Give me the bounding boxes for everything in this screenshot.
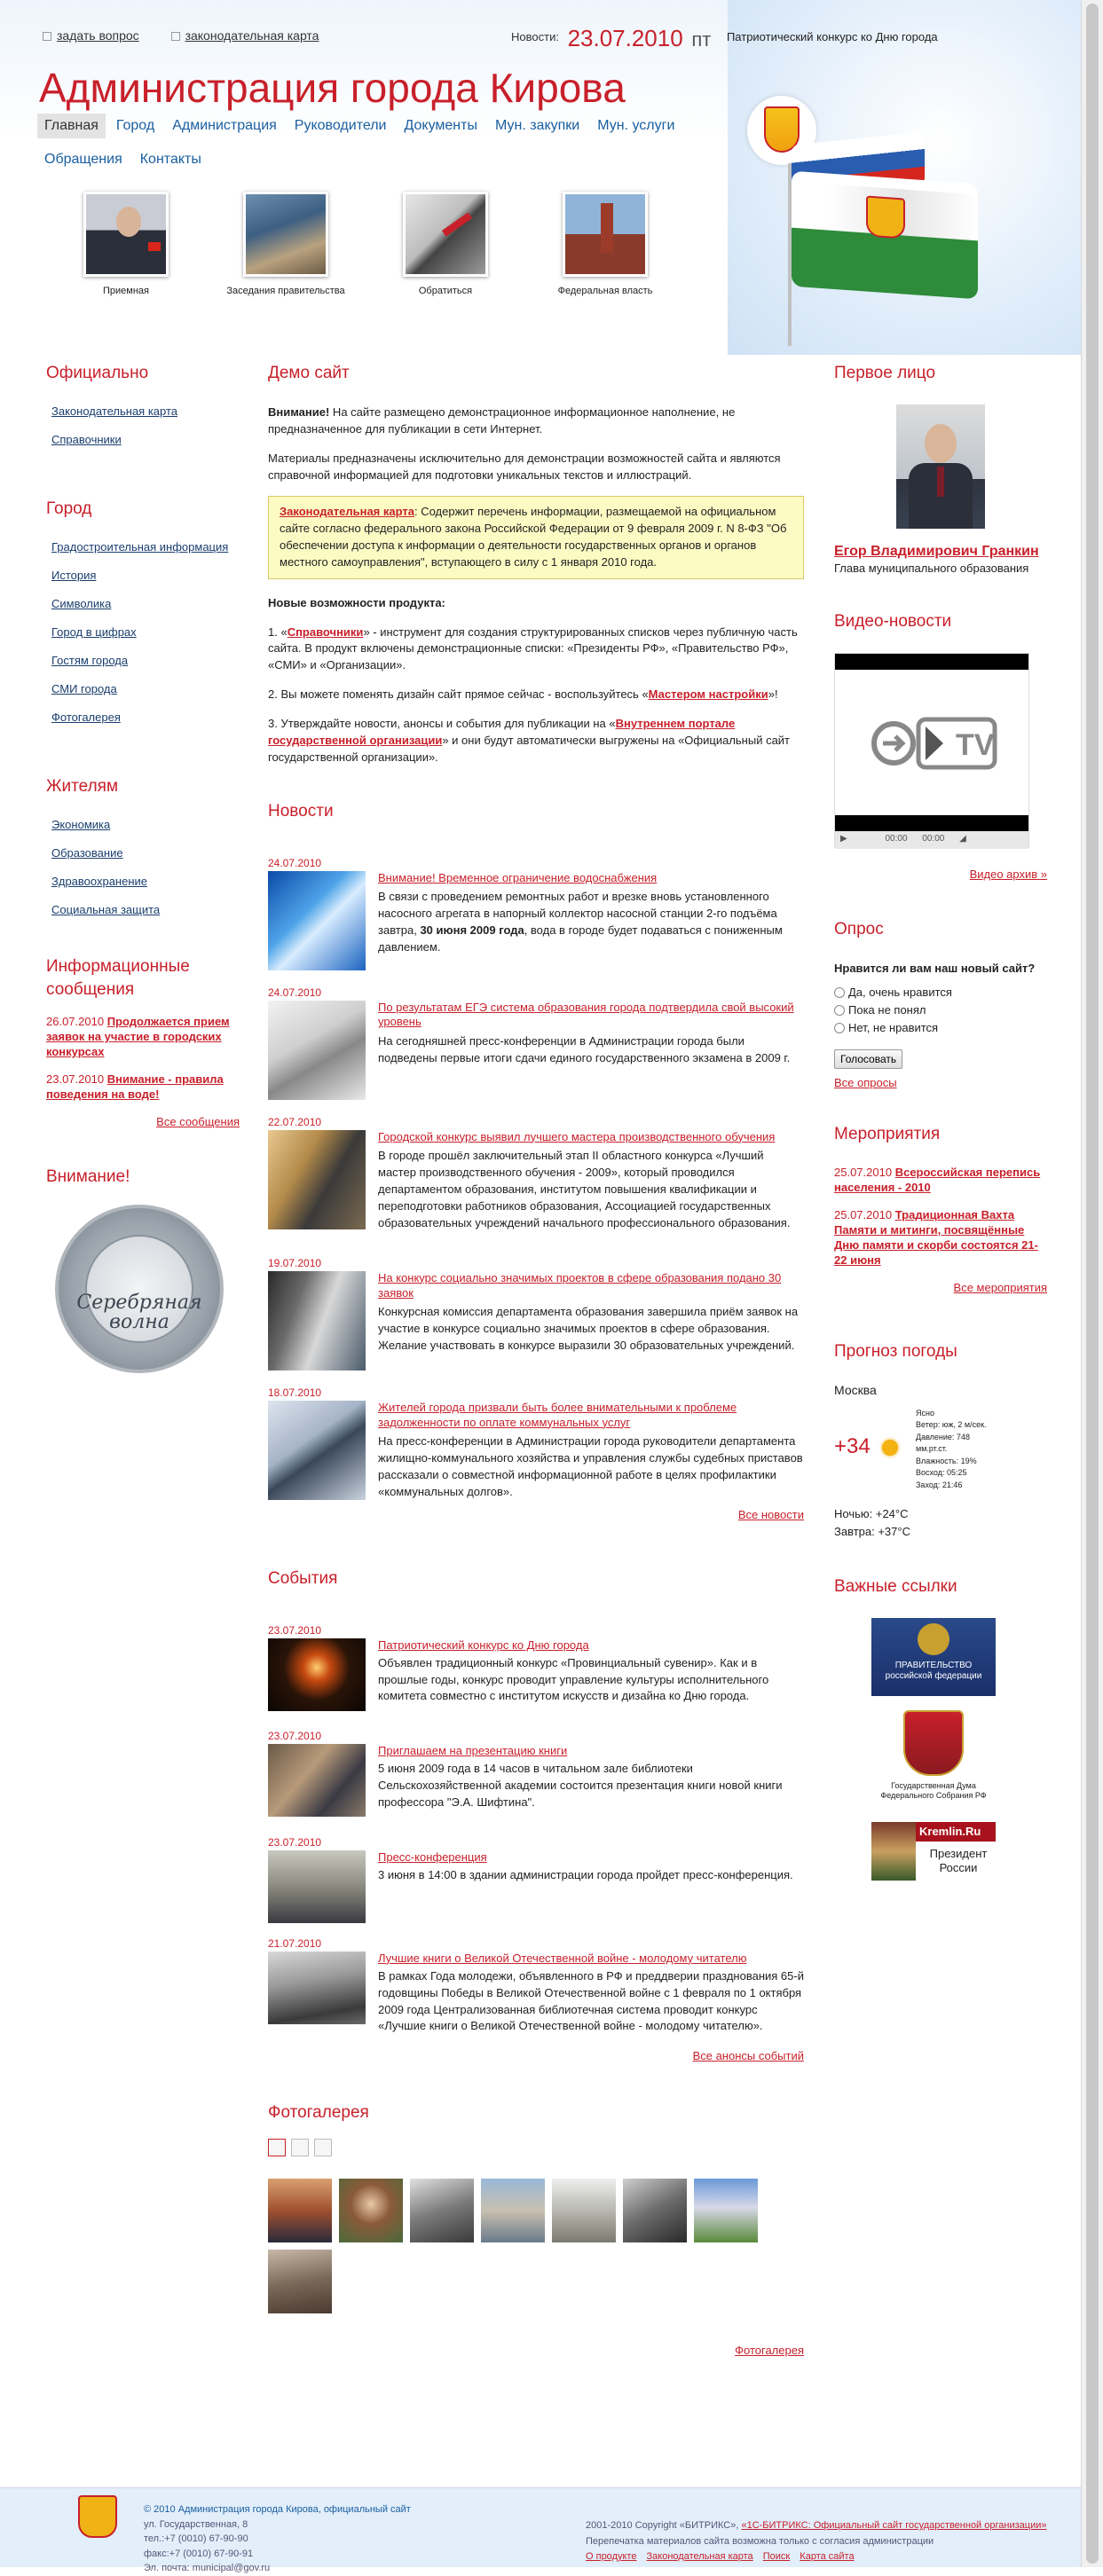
side-event-date: 25.07.2010 — [834, 1208, 893, 1222]
event-date: 21.07.2010 — [268, 1936, 322, 1950]
silver-wave-badge[interactable] — [55, 1205, 224, 1373]
nav-economy[interactable]: Экономика — [51, 818, 111, 831]
event-text: В рамках Года молодежи, объявленного в РФ и преддверии празднования 65-й годовщины Победы в Великой Отечественной войне с 1 февраля по 1 октября 2009 года Централизованная библиотечная система проводит конкурс «Лучшие книги о Великой Отечественной войне - молодому читателю». — [378, 1968, 804, 2033]
news-title-link[interactable]: На конкурс социально значимых проектов в сфере образования подано 30 заявок — [378, 1270, 782, 1300]
gallery-photo[interactable] — [339, 2179, 403, 2242]
quick-link-reception[interactable] — [55, 192, 197, 296]
footer-line: тел.:+7 (0010) 67-90-90 — [144, 2533, 248, 2544]
video-archive-link[interactable]: Видео архив » — [969, 868, 1047, 882]
kremlin-banner-sub: Президент России — [929, 1847, 988, 1874]
tv-logo-icon — [871, 714, 1000, 773]
gallery-photo[interactable] — [552, 2179, 616, 2242]
weather-detail: Ясно — [916, 1408, 934, 1418]
city-title: Город — [46, 499, 92, 518]
footer-line: Эл. почта: municipal@gov.ru — [144, 2563, 271, 2573]
quick-link-contact[interactable] — [374, 192, 516, 296]
law-map-link[interactable] — [171, 28, 319, 43]
feature-3-post: » и они будут автоматически выгружены на «Официальный сайт государственной организации». — [268, 733, 791, 764]
demo-title: Демо сайт — [268, 364, 350, 382]
feature-1-post: » - инструмент для создания структурированных списков через публичную часть сайта. В продукт включены демонстрационные списки: «Президенты РФ», «Правительство РФ», «СМИ» и «Организации». — [268, 624, 798, 672]
mayor-position: Глава муниципального образования — [834, 562, 1029, 576]
feature-1-pre: 1. « — [268, 624, 288, 639]
weather-night: Ночью: +24°C — [834, 1506, 909, 1520]
info-item — [46, 1015, 240, 1060]
event-title-link[interactable]: Патриотический конкурс ко Дню города — [378, 1637, 589, 1652]
weather-details — [916, 1408, 987, 1492]
event-item — [268, 1937, 804, 2035]
government-banner[interactable] — [871, 1618, 996, 1696]
nav-urban-planning[interactable]: Градостроительная информация — [51, 540, 229, 554]
nav-healthcare[interactable]: Здравоохранение — [51, 875, 148, 888]
left-column — [46, 364, 240, 1373]
mayor-name-link[interactable]: Егор Владимирович Гранкин — [834, 544, 1039, 559]
poll-option-label: Пока не понял — [848, 1003, 926, 1017]
info-link[interactable]: Внимание - правила поведения на воде! — [46, 1072, 224, 1101]
news-thumb-master[interactable] — [268, 1130, 366, 1229]
event-thumb-book[interactable] — [268, 1744, 366, 1817]
event-text: 5 июня 2009 года в 14 часов в читальном зале библиотеки Сельскохозяйственной академии состоится презентация книги новой книги профессора "Э.А. Шифтина". — [378, 1762, 783, 1809]
footer-links — [586, 2549, 1053, 2565]
ask-question-label: задать вопрос — [57, 28, 139, 43]
event-thumb-press[interactable] — [268, 1850, 366, 1923]
setup-wizard-link[interactable]: Мастером настройки — [648, 687, 768, 702]
event-thumb-fireworks[interactable] — [268, 1638, 366, 1711]
info-link[interactable]: Продолжается прием заявок на участие в городских конкурсах — [46, 1015, 230, 1059]
official-title: Официально — [46, 364, 149, 382]
menu-item-contacts[interactable]: Контакты — [139, 152, 201, 167]
question-icon — [43, 32, 51, 41]
volume-icon[interactable]: ◢ — [959, 834, 966, 844]
news-item — [268, 1386, 804, 1501]
footer-link-product[interactable]: О продукте — [586, 2551, 637, 2563]
footer-bitrix-text: 2001-2010 Copyright «БИТРИКС», — [586, 2520, 742, 2531]
gallery-photo[interactable] — [694, 2179, 758, 2242]
weather-detail: мм.рт.ст. — [916, 1444, 948, 1454]
contact-photo — [403, 192, 488, 277]
right-column — [834, 364, 1047, 1895]
news-text-b: 30 июня 2009 года — [420, 923, 524, 938]
weather-detail: Ветер: юж, 2 м/сек. — [916, 1420, 987, 1430]
gallery-grid — [268, 2179, 800, 2321]
event-title-link[interactable]: Приглашаем на презентацию книги — [378, 1744, 568, 1758]
duma-emblem-icon — [903, 1710, 964, 1776]
demo-paragraph-2: Материалы предназначены исключительно для демонстрации возможностей сайта и являются справочной информацией для подготовки уникальных текстов и иллюстраций. — [268, 451, 781, 482]
event-date: 23.07.2010 — [268, 1730, 322, 1743]
law-map-label: законодательная карта — [185, 28, 319, 43]
top-links — [43, 28, 347, 43]
feature-2-pre: 2. Вы можете поменять дизайн сайт прямое сейчас - воспользуйтесь « — [268, 687, 649, 702]
gallery-photo[interactable] — [623, 2179, 687, 2242]
mayor-photo[interactable] — [896, 404, 985, 529]
footer-copyright: © 2010 Администрация города Кирова, официальный сайт — [144, 2504, 411, 2515]
event-thumb-war[interactable] — [268, 1952, 366, 2024]
news-ticker-link[interactable]: Патриотический конкурс ко Дню города — [726, 30, 938, 43]
news-text: На сегодняшней пресс-конференции в Администрации города были подведены первые итоги сдачи единого государственного экзамена в 2009 г. — [378, 1034, 791, 1065]
events-title: События — [268, 1568, 338, 1588]
footer-bitrix-link[interactable]: «1С-БИТРИКС: Официальный сайт государственной организации» — [741, 2520, 1047, 2531]
quick-link-reception-label: Приемная — [103, 286, 149, 296]
slideshow-icon[interactable] — [291, 2139, 309, 2156]
header — [0, 0, 1081, 355]
quick-link-contact-label: Обратиться — [418, 286, 473, 296]
news-item — [268, 986, 804, 1091]
news-ticker-label: Новости: — [511, 30, 559, 43]
menu-item-leaders[interactable]: Руководители — [294, 118, 387, 133]
site-title: Администрация города Кирова — [39, 65, 626, 111]
footer-link-search[interactable]: Поиск — [762, 2551, 791, 2563]
gallery-more-link[interactable]: Фотогалерея — [735, 2344, 804, 2358]
weather-detail: Давление: 748 — [916, 1432, 970, 1441]
event-text: Объявлен традиционный конкурс «Провинциальный сувенир». Как и в прошлые годы, конкурс проводит управление культуры исполнительного комитета совместно с институтом искусств и дизайна ко Дню города. — [378, 1655, 769, 1703]
kremlin-banner[interactable] — [871, 1822, 996, 1881]
poll-option[interactable] — [834, 1003, 1047, 1017]
news-item — [268, 1116, 804, 1232]
weather-detail: Заход: 21:46 — [916, 1480, 963, 1489]
svg-text:TV: TV — [956, 728, 995, 763]
federal-photo — [563, 192, 648, 277]
radio-icon[interactable] — [834, 987, 845, 998]
all-events-link[interactable]: Все анонсы событий — [692, 2049, 804, 2063]
all-polls-link[interactable]: Все опросы — [834, 1076, 897, 1090]
news-title-link[interactable]: Жителей города призвали быть более внимательными к проблеме задолженности по оплате коммунальных услуг — [378, 1400, 737, 1429]
footer-contacts — [144, 2502, 411, 2576]
menu-item-appeals[interactable]: Обращения — [44, 152, 122, 167]
poll-option-label: Да, очень нравится — [848, 986, 952, 1000]
news-thumb-debt[interactable] — [268, 1401, 366, 1500]
nav-education[interactable]: Образование — [51, 846, 123, 860]
video-screen — [835, 670, 1028, 815]
reception-photo — [83, 192, 169, 277]
nav-photo-gallery[interactable]: Фотогалерея — [51, 711, 121, 724]
poll-option[interactable] — [834, 986, 1047, 999]
menu-item-home[interactable]: Главная — [37, 114, 106, 138]
news-title-link[interactable]: По результатам ЕГЭ система образования города подтвердила свой высокий уровень — [378, 1000, 794, 1029]
sessions-photo — [243, 192, 328, 277]
poll-option[interactable] — [834, 1021, 1047, 1034]
duma-banner-text: Государственная Дума Федерального Собрания РФ — [880, 1781, 987, 1801]
news-text: В городе прошёл заключительный этап II областного конкурса «Лучший мастер производственного обучения - 2009», который проводился департаментом образования, институтом повышения квалификации и переподготовки работников образования, Ассоциацией государственных образовательных учреждений начального профессионального образования. — [378, 1149, 791, 1229]
poll-title: Опрос — [834, 920, 884, 939]
feature-3-pre: 3. Утверждайте новости, анонсы и события для публикации на « — [268, 716, 616, 730]
demo-warning: Внимание! — [268, 405, 330, 419]
sun-icon — [882, 1440, 898, 1456]
video-time-current: 00:00 — [885, 834, 908, 844]
important-links-title: Важные ссылки — [834, 1577, 957, 1597]
internal-portal-link[interactable]: Внутреннем портале государственной организации — [268, 716, 736, 747]
news-thumb-projects[interactable] — [268, 1271, 366, 1370]
gallery-view-switcher — [268, 2139, 804, 2159]
info-item — [46, 1072, 240, 1103]
event-title-link[interactable]: Пресс-конференция — [378, 1850, 487, 1864]
event-item — [268, 1730, 804, 1811]
feature-2 — [268, 687, 804, 703]
grid-view-icon[interactable] — [268, 2139, 286, 2156]
event-item — [268, 1624, 804, 1706]
weather-detail: Восход: 05:25 — [916, 1468, 967, 1478]
city-nav — [46, 540, 240, 724]
nav-directories[interactable]: Справочники — [51, 433, 122, 446]
menu-item-services[interactable]: Мун. услуги — [597, 118, 675, 133]
radio-icon[interactable] — [834, 1005, 845, 1016]
event-item — [268, 1836, 804, 1912]
main-menu — [37, 114, 694, 181]
quick-link-sessions-label: Заседания правительства — [226, 286, 345, 296]
side-event-link[interactable]: Традиционная Вахта Памяти и митинги, посвящённые Дню памяти и скорби состоятся 21-22 июня — [834, 1208, 1038, 1267]
weather-widget — [834, 1383, 1047, 1543]
footer-bitrix — [586, 2518, 1053, 2534]
news-item — [268, 1257, 804, 1362]
footer-reprint: Перепечатка материалов сайта возможна только с согласия администрации — [586, 2535, 934, 2547]
menu-item-city[interactable]: Город — [115, 118, 155, 133]
side-event-item — [834, 1166, 1047, 1196]
weather-tomorrow: Завтра: +37°C — [834, 1525, 910, 1539]
attention-title: Внимание! — [46, 1166, 130, 1186]
gallery-photo[interactable] — [481, 2179, 545, 2242]
menu-item-procurement[interactable]: Мун. закупки — [494, 118, 580, 133]
official-nav — [46, 404, 240, 446]
menu-item-documents[interactable]: Документы — [404, 118, 477, 133]
kirov-flag — [792, 171, 978, 300]
info-date: 26.07.2010 — [46, 1015, 105, 1029]
event-title-link[interactable]: Лучшие книги о Великой Отечественной войне - молодому читателю — [378, 1951, 747, 1965]
nav-social[interactable]: Социальная защита — [51, 903, 161, 916]
side-event-item — [834, 1208, 1047, 1268]
events-side-title: Мероприятия — [834, 1125, 941, 1144]
weather-temp: +34 — [834, 1433, 871, 1458]
play-icon[interactable]: ▶ — [840, 834, 847, 844]
comment-icon[interactable] — [314, 2139, 332, 2156]
news-text: Конкурсная комиссия департамента образования завершила приём заявок на участие в конкурсе социально значимых проектов в сфере образования. Желание участвовать в конкурсе выразили 30 образовательных учреждений. — [378, 1305, 799, 1353]
news-text: На пресс-конференции в Администрации города руководители департамента жилищно-коммунального хозяйства и управления службы судебных приставов рассказали о совместной информационной работе в целях профилактики «коммунальных долгов». — [378, 1434, 803, 1498]
nav-media[interactable]: СМИ города — [51, 682, 117, 695]
weather-city: Москва — [834, 1382, 877, 1397]
kremlin-banner-title: Kremlin.Ru — [916, 1822, 996, 1842]
residents-title: Жителям — [46, 777, 119, 796]
news-item — [268, 857, 804, 962]
news-thumb-exam[interactable] — [268, 1001, 366, 1100]
news-date: 24.07.2010 — [268, 856, 322, 869]
video-news-title: Видео-новости — [834, 612, 952, 632]
residents-nav — [46, 818, 240, 916]
news-ticker-day: пт — [691, 28, 712, 51]
poll-option-label: Нет, не нравится — [848, 1021, 939, 1035]
map-icon — [171, 32, 180, 41]
government-banner-text: ПРАВИТЕЛЬСТВО российской федерации — [885, 1661, 982, 1682]
badge-text: Серебряная волна — [76, 1291, 202, 1333]
gallery-title: Фотогалерея — [268, 2103, 369, 2123]
weather-row — [834, 1408, 1047, 1505]
demo-p1-text: На сайте размещено демонстрационное информационное наполнение, не предназначенное для публикации в сети Интернет. — [268, 405, 736, 436]
footer-crest-icon — [78, 2495, 117, 2538]
news-thumb-water[interactable] — [268, 871, 366, 970]
video-controls — [835, 831, 1028, 849]
news-date: 24.07.2010 — [268, 986, 322, 999]
duma-banner[interactable] — [871, 1710, 996, 1808]
government-eagle-icon — [918, 1623, 949, 1655]
features-title: Новые возможности продукта: — [268, 595, 445, 609]
video-top-bar — [835, 654, 1028, 670]
footer-line: ул. Государственная, 8 — [144, 2518, 248, 2530]
gallery-photo[interactable] — [410, 2179, 474, 2242]
law-map-note — [268, 496, 804, 578]
scrollbar-thumb[interactable] — [1086, 4, 1099, 2564]
news-date: 18.07.2010 — [268, 1386, 322, 1399]
kremlin-photo — [871, 1822, 916, 1881]
note-text: : Содержит перечень информации, размещаемой на официальном сайте согласно федерального закона Российской Федерации от 9 февраля 2009 г. N 8-ФЗ "Об обеспечении доступа к информации о деятельности государственных органов и органов местного самоуправления", вступающего в силу с 1 января 2010 года. — [280, 505, 787, 569]
all-messages-link[interactable]: Все сообщения — [156, 1114, 240, 1128]
news-title: Новости — [268, 801, 334, 821]
event-date: 23.07.2010 — [268, 1835, 322, 1849]
main-column — [268, 364, 804, 2357]
video-player[interactable] — [834, 653, 1029, 848]
nav-history[interactable]: История — [51, 569, 97, 582]
side-event-date: 25.07.2010 — [834, 1166, 893, 1180]
menu-item-administration[interactable]: Администрация — [172, 118, 277, 133]
all-events-side-link[interactable]: Все мероприятия — [953, 1280, 1047, 1294]
news-ticker — [511, 25, 938, 52]
side-event-link[interactable]: Всероссийская перепись населения - 2010 — [834, 1166, 1041, 1195]
weather-detail: Влажность: 19% — [916, 1456, 977, 1465]
weather-title: Прогноз погоды — [834, 1341, 957, 1361]
first-person-title: Первое лицо — [834, 364, 936, 382]
feature-1 — [268, 624, 804, 675]
all-news-link[interactable]: Все новости — [737, 1507, 804, 1521]
quick-link-federal-label: Федеральная власть — [557, 286, 653, 296]
nav-guests[interactable]: Гостям города — [51, 654, 129, 667]
ask-question-link[interactable] — [43, 28, 139, 43]
poll-question: Нравится ли вам наш новый сайт? — [834, 962, 1036, 976]
event-date: 23.07.2010 — [268, 1623, 322, 1637]
news-date: 19.07.2010 — [268, 1256, 322, 1269]
footer-link-sitemap[interactable]: Карта сайта — [800, 2551, 855, 2563]
nav-symbols[interactable]: Символика — [51, 597, 112, 610]
directories-link[interactable]: Справочники — [287, 624, 364, 639]
news-text-a: В связи с проведением ремонтных работ и врезке вновь установленного насосного агрегата в напорный коллектор насосной станции 2-го подъёма завтра, — [378, 890, 777, 938]
nav-city-figures[interactable]: Город в цифрах — [51, 625, 137, 639]
news-ticker-date: 23.07.2010 — [567, 25, 683, 51]
gallery-photo[interactable] — [268, 2250, 332, 2313]
video-bottom-bar — [835, 815, 1028, 831]
quick-link-federal[interactable] — [534, 192, 676, 296]
news-title-link[interactable]: Городской конкурс выявил лучшего мастера производственного обучения — [378, 1129, 776, 1143]
footer — [0, 2487, 1081, 2573]
feature-2-post: »! — [768, 687, 778, 702]
footer-right — [586, 2518, 1053, 2565]
news-date: 22.07.2010 — [268, 1115, 322, 1128]
feature-3 — [268, 716, 804, 766]
quick-link-sessions[interactable] — [215, 192, 357, 296]
news-text — [378, 889, 804, 955]
nav-law-map[interactable]: Законодательная карта — [51, 404, 178, 418]
scrollbar[interactable] — [1081, 0, 1103, 2567]
demo-paragraph-1 — [268, 404, 804, 438]
gallery-photo[interactable] — [268, 2179, 332, 2242]
note-law-map-link[interactable]: Законодательная карта — [280, 505, 414, 519]
footer-link-law-map[interactable]: Законодательная карта — [646, 2551, 753, 2563]
info-title: Информационные сообщения — [46, 957, 190, 999]
event-text: 3 июня в 14:00 в здании администрации города пройдет пресс-конференция. — [378, 1867, 793, 1881]
info-date: 23.07.2010 — [46, 1072, 105, 1086]
news-text-c: , вода в городе будет подаваться с пониженным давлением. — [378, 923, 783, 954]
radio-icon[interactable] — [834, 1023, 845, 1033]
news-title-link[interactable]: Внимание! Временное ограничение водоснабжения — [378, 870, 658, 884]
footer-line: факс:+7 (0010) 67-90-91 — [144, 2548, 254, 2559]
video-time-total: 00:00 — [922, 834, 945, 844]
vote-button[interactable]: Голосовать — [834, 1049, 902, 1069]
